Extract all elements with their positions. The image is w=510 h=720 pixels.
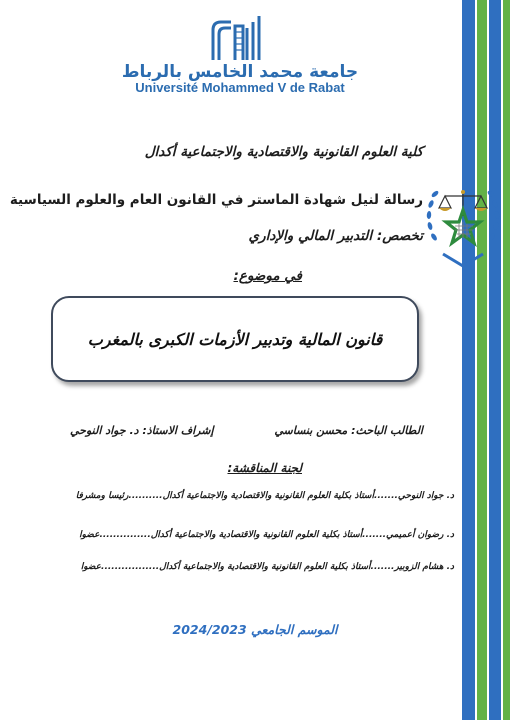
justice-scales-emblem-icon	[425, 180, 501, 272]
university-name-arabic: جامعة محمد الخامس بالرباط	[121, 62, 359, 82]
decor-stripe-blue-1	[462, 0, 475, 720]
topic-label: في موضوع:	[233, 268, 302, 284]
committee-member: د. جواد النوحي.......أستاذ بكلية العلوم القانونية والاقتصادية والاجتماعية أكدال..........رئيسا ومشرفا	[75, 491, 454, 501]
decor-stripe-green-2	[503, 0, 510, 720]
decor-stripe-blue-2	[489, 0, 501, 720]
decor-stripe-green-1	[477, 0, 487, 720]
committee-member: د. هشام الزوبير.......أستاذ بكلية العلوم القانونية والاقتصادية والاجتماعية أكدال.................عضوا	[80, 562, 454, 572]
faculty-name: كلية العلوم القانونية والاقتصادية والاجتماعية أكدال	[144, 144, 423, 160]
student-name: الطالب الباحث: محسن بنساسي	[274, 424, 423, 437]
specialization: تخصص: التدبير المالي والإداري	[248, 228, 423, 244]
university-name-french: Université Mohammed V de Rabat	[135, 80, 345, 95]
university-logo-icon	[205, 12, 267, 62]
academic-season: الموسم الجامعي 2024/2023	[172, 622, 338, 637]
committee-member: د. رضوان أعميمي.......أستاذ بكلية العلوم القانونية والاقتصادية والاجتماعية أكدال...............عضوا	[79, 530, 454, 540]
committee-label: لجنة المناقشة:	[227, 461, 302, 475]
thesis-degree-line: رسالة لنيل شهادة الماستر في القانون العام والعلوم السياسية	[9, 192, 423, 208]
thesis-title-box	[51, 296, 419, 382]
supervisor-name: إشراف الاستاذ: د. جواد النوحي	[70, 424, 214, 437]
thesis-title: قانون المالية وتدبير الأزمات الكبرى بالمغرب	[87, 329, 383, 349]
